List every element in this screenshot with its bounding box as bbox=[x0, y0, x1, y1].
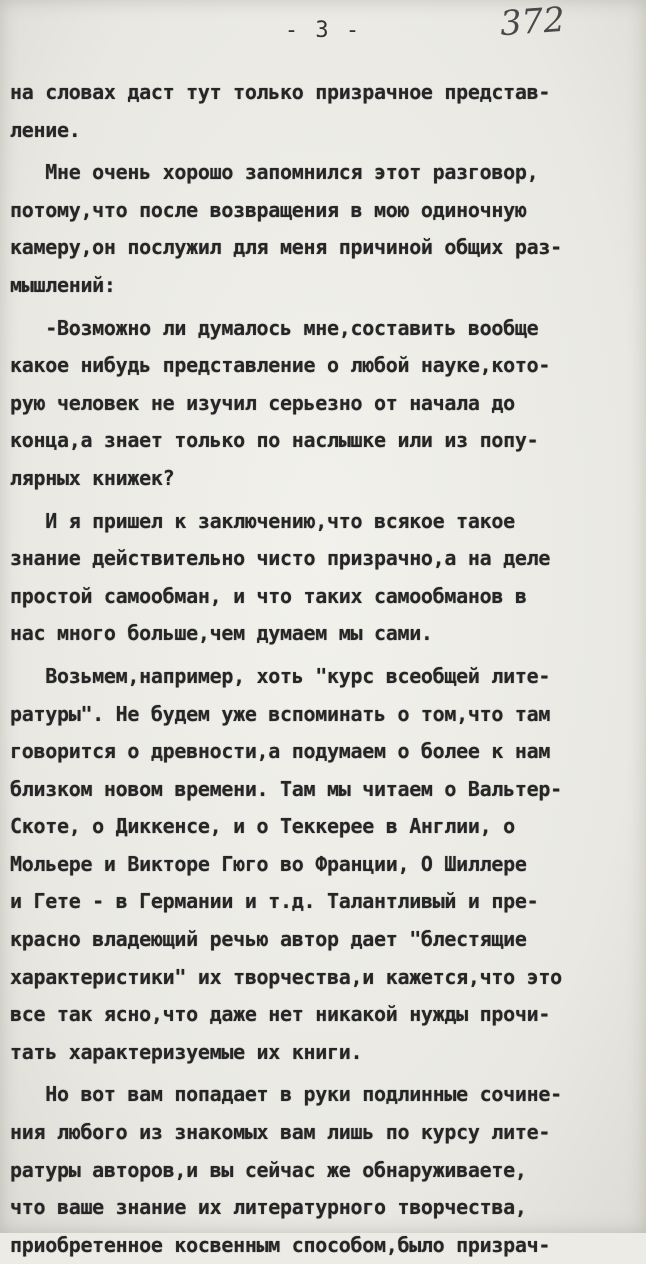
handwritten-archive-number: 372 bbox=[498, 0, 567, 45]
text-line: что ваше знание их литературного творчества, bbox=[10, 1195, 527, 1220]
text-line: все так ясно,что даже нет никакой нужды прочи- bbox=[10, 1002, 551, 1027]
text-line: Мольере и Викторе Гюго во Франции, О Шиллере bbox=[10, 851, 527, 876]
text-line: на словах даст тут только призрачное представ- bbox=[10, 80, 551, 104]
text-line: мышлений: bbox=[10, 272, 116, 297]
text-line: приобретенное косвенным способом,было призрач- bbox=[10, 1232, 551, 1257]
text-line: ратуры авторов,и вы сейчас же обнаруживаете, bbox=[10, 1157, 527, 1182]
text-line: красно владеющий речью автор дает "блестящие bbox=[10, 927, 527, 952]
text-line: Скоте, о Диккенсе, и о Теккерее в Англии, о bbox=[10, 814, 515, 839]
typewritten-text bbox=[10, 74, 636, 1264]
text-line: близком новом времени. Там мы читаем о Вальтер- bbox=[10, 776, 562, 801]
text-line: -Возможно ли думалось мне,составить вообще bbox=[10, 315, 539, 340]
text-line: лярных книжек? bbox=[10, 465, 175, 490]
text-line: конца,а знает только по наслышке или из попу- bbox=[10, 428, 539, 453]
text-line: какое нибудь представление о любой науке,кото- bbox=[10, 353, 551, 378]
text-line: и Гете - в Германии и т.д. Талантливый и пре- bbox=[10, 889, 539, 914]
text-line: тать характеризуемые их книги. bbox=[10, 1039, 363, 1064]
text-line: камеру,он послужил для меня причиной общих раз- bbox=[10, 235, 562, 260]
text-line: ратуры". Не будем уже вспоминать о том,что там bbox=[10, 701, 551, 726]
page-number: - 3 - bbox=[284, 18, 362, 43]
text-line: потому,что после возвращения в мою одиночную bbox=[10, 197, 527, 222]
text-line: рую человек не изучил серьезно от начала до bbox=[10, 390, 515, 415]
text-line: простой самообман, и что таких самообманов в bbox=[10, 583, 527, 608]
text-line: Но вот вам попадает в руки подлинные сочине- bbox=[10, 1082, 562, 1107]
text-line: И я пришел к заключению,что всякое такое bbox=[10, 508, 515, 533]
text-line: ния любого из знакомых вам лишь по курсу лите- bbox=[10, 1120, 551, 1145]
text-line: знание действительно чисто призрачно,а на деле bbox=[10, 546, 551, 571]
text-line: Возьмем,например, хоть "курс всеобщей лите- bbox=[10, 663, 551, 688]
text-line: характеристики" их творчества,и кажется,что это bbox=[10, 964, 562, 989]
text-line: Мне очень хорошо запомнился этот разговор, bbox=[10, 160, 539, 185]
text-line: ление. bbox=[10, 117, 81, 142]
text-line: говорится о древности,а подумаем о более к нам bbox=[10, 739, 551, 764]
text-line: нас много больше,чем думаем мы сами. bbox=[10, 621, 433, 646]
